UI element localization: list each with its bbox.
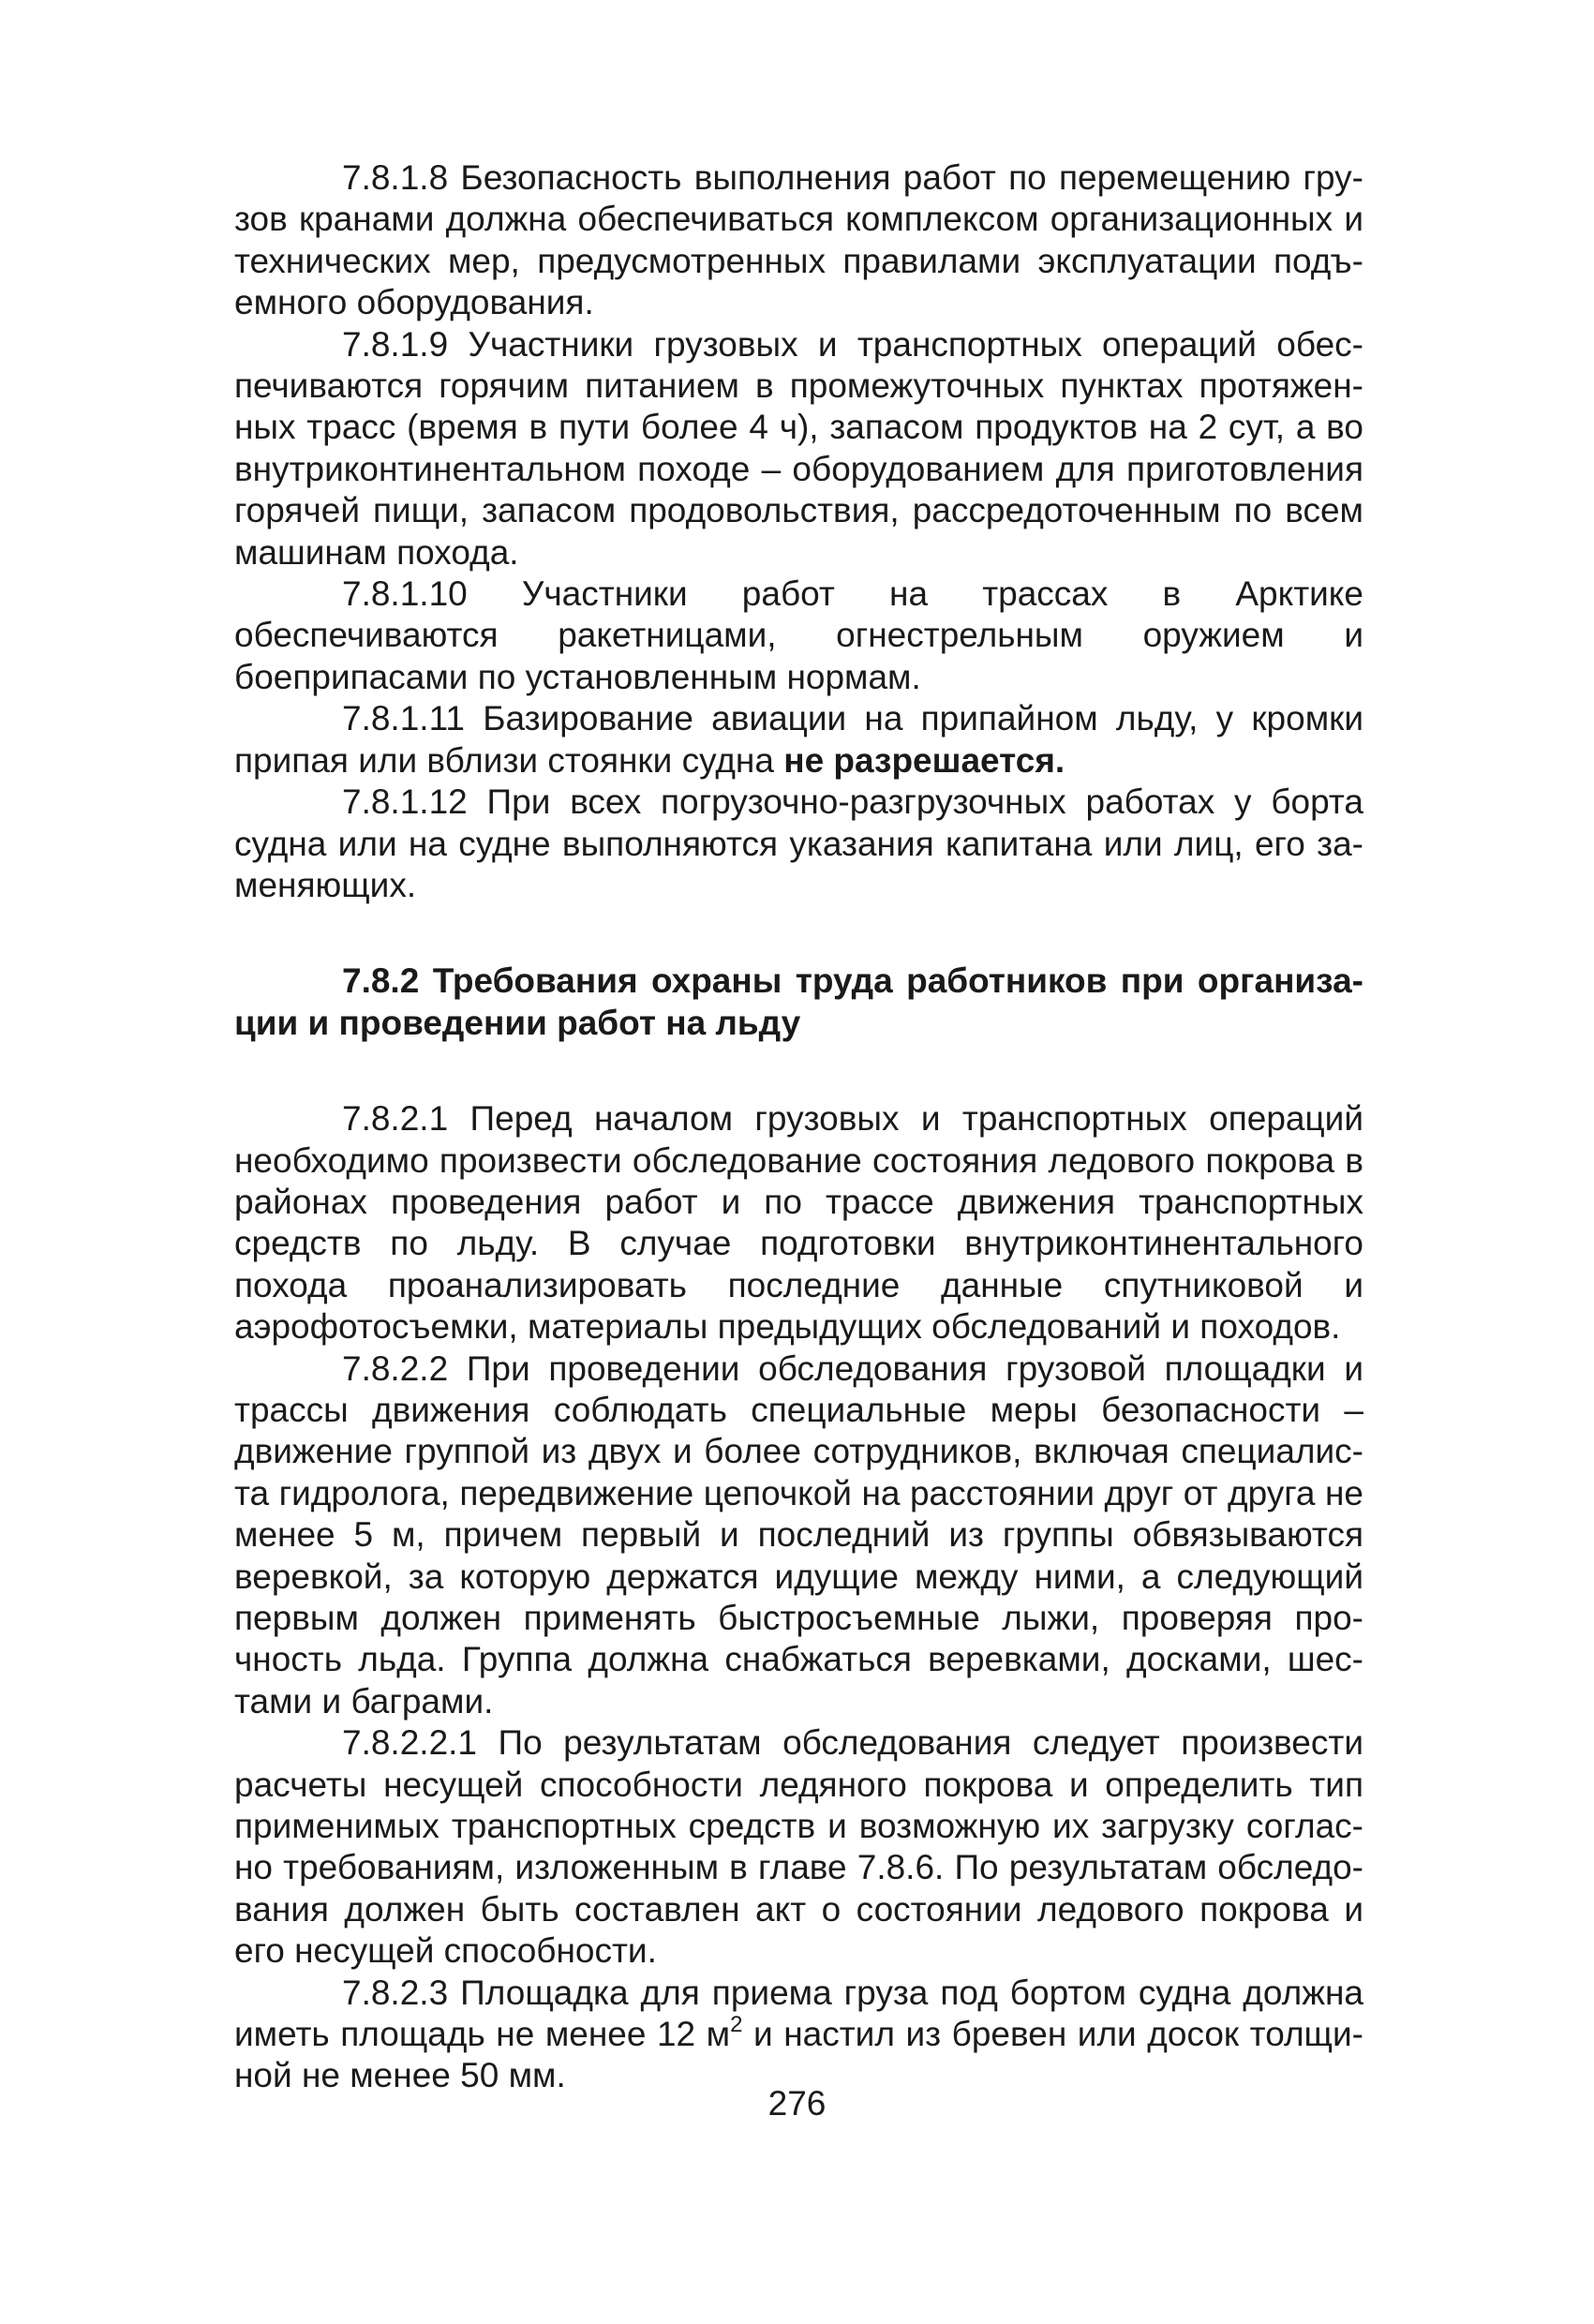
prohibition-emphasis: не разрешается. — [783, 740, 1065, 780]
paragraph-7-8-1-10: 7.8.1.10 Участники работ на трассах в Арктике обеспечиваются ракетницами, огнестрельным оружием и боеприпасами по установленным нормам. — [234, 574, 1363, 696]
paragraph-7-8-1-12: 7.8.1.12 При всех погрузочно-разгрузочных работах у борта судна или на судне выполняются указания капитана или лиц, его заменяющих. — [234, 782, 1363, 904]
paragraph-7-8-1-11-text: 7.8.1.11 Базирование авиации на припайном льду, у кромки припая или вблизи стоянки судна — [234, 699, 1363, 780]
paragraph-7-8-2-3-text: 7.8.2.3 Площадка для приема груза под бортом судна должна иметь площадь не менее 12 м — [234, 1973, 1363, 2054]
paragraph-7-8-1-8: 7.8.1.8 Безопасность выполнения работ по перемещению грузов кранами должна обеспечиваться комплексом организационных и технических мер, предусмотренных правилами эксплуатации подъемного оборудования. — [234, 158, 1363, 322]
page-body — [234, 157, 1363, 2097]
paragraph-7-8-2-2-1: 7.8.2.2.1 По результатам обследования следует произвести расчеты несущей способности ледяного покрова и определить тип применимых транспортных средств и возможную их загрузку согласно требованиям, изложенным в главе 7.8.6. По результатам обследования должен быть составлен акт о состоянии ледового покрова и его несущей способности. — [234, 1723, 1363, 1971]
paragraph-7-8-2-3-text-end: и настил из бревен или досок толщиной не менее 50 мм. — [234, 2015, 1363, 2095]
paragraph-7-8-1-9: 7.8.1.9 Участники грузовых и транспортных операций обеспечиваются горячим питанием в промежуточных пунктах протяженных трасс (время в пути более 4 ч), запасом продуктов на 2 сут, а во внутриконтинентальном походе – оборудованием для приготовления горячей пищи, запасом продовольствия, рассредоточенным по всем машинам похода. — [234, 324, 1363, 572]
paragraph-7-8-2-2: 7.8.2.2 При проведении обследования грузовой площадки и трассы движения соблюдать специальные меры безопасности – движение группой из двух и более сотрудников, включая специалиста гидролога, передвижение цепочкой на расстоянии друг от друга не менее 5 м, причем первый и последний из группы обвязываются веревкой, за которую держатся идущие между ними, а следующий первым должен применять быстросъемные лыжи, проверяя прочность льда. Группа должна снабжаться веревками, досками, шестами и баграми. — [234, 1348, 1363, 1721]
paragraph-7-8-2-3 — [234, 1973, 1363, 2097]
paragraph-7-8-1-11 — [234, 698, 1363, 782]
section-heading-7-8-2: 7.8.2 Требования охраны труда работников при организации и проведении работ на льду — [234, 961, 1363, 1042]
superscript-2: 2 — [730, 2011, 743, 2037]
paragraph-7-8-2-1: 7.8.2.1 Перед началом грузовых и транспортных операций необходимо произвести обследование состояния ледового покрова в районах проведения работ и по трассе движения транспортных средств по льду. В случае подготовки внутриконтинентального похода проанализировать последние данные спутниковой и аэрофотосъемки, материалы предыдущих обследований и походов. — [234, 1099, 1363, 1347]
page-number: 276 — [767, 2084, 827, 2123]
